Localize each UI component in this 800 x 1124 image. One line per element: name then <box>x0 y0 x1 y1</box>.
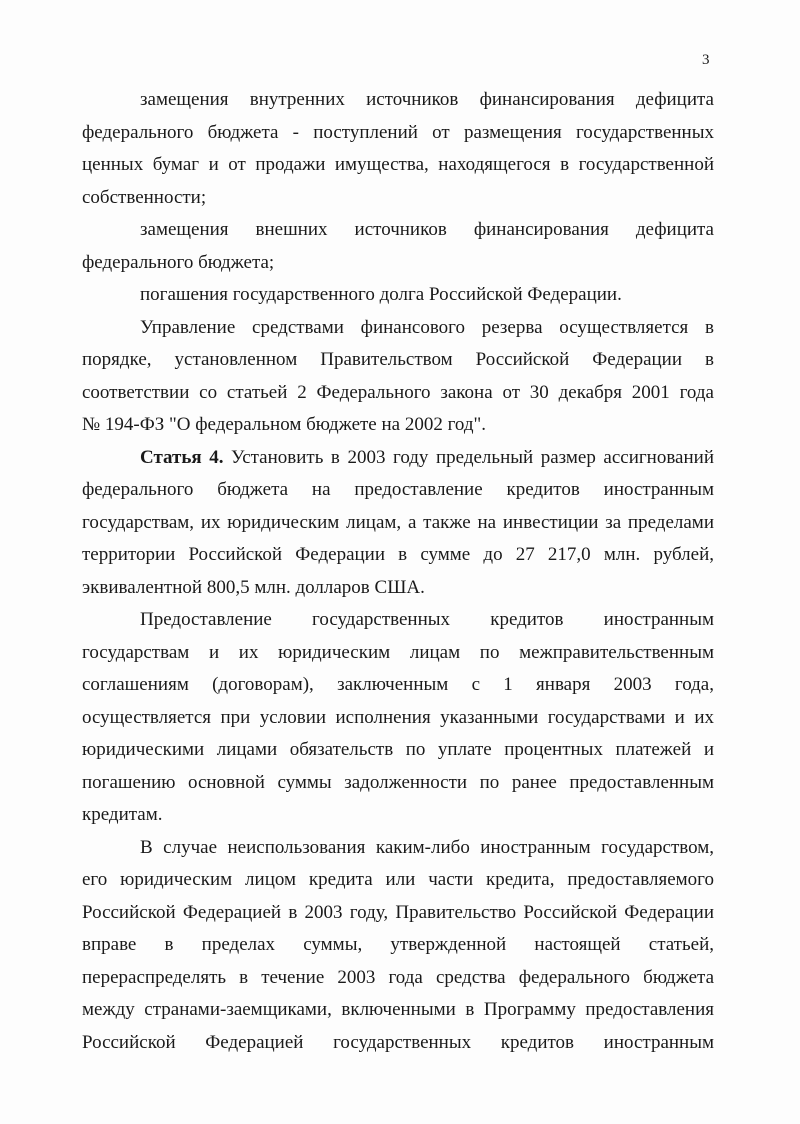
text-line <box>82 734 714 767</box>
text-line <box>82 409 714 442</box>
line-text: юридическими лицами обязательств по уплате процентных платежей и <box>82 739 714 760</box>
line-text: соглашениям (договорам), заключенным с 1 января 2003 года, <box>82 674 714 695</box>
text-line <box>82 669 714 702</box>
line-text: собственности; <box>82 186 207 208</box>
text-line <box>82 572 714 605</box>
text-line <box>82 279 714 312</box>
line-text: его юридическим лицом кредита или части кредита, предоставляемого <box>82 869 714 890</box>
line-text: Российской Федерацией в 2003 году, Правительство Российской Федерации <box>82 901 714 923</box>
line-text: В случае неиспользования каким-либо иностранным государством, <box>140 836 714 858</box>
line-text: погашения государственного долга Российской Федерации. <box>140 284 622 305</box>
text-line <box>82 1027 714 1060</box>
text-line <box>82 799 714 832</box>
text-line <box>82 442 714 475</box>
document-body <box>82 84 714 1059</box>
line-text: вправе в пределах суммы, утвержденной настоящей статьей, <box>82 934 714 955</box>
text-line <box>82 832 714 865</box>
line-text: государствам и их юридическим лицам по межправительственным <box>82 641 714 663</box>
line-text: Управление средствами финансового резерва осуществляется в <box>140 316 714 338</box>
line-text: Установить в 2003 году предельный размер ассигнований <box>223 446 714 468</box>
line-text: перераспределять в течение 2003 года средства федерального бюджета <box>82 966 714 988</box>
line-text: соответствии со статьей 2 Федерального закона от 30 декабря 2001 года <box>82 381 714 403</box>
line-text: замещения внешних источников финансирования дефицита <box>140 219 714 240</box>
line-text: погашению основной суммы задолженности по ранее предоставленным <box>82 771 714 793</box>
text-line <box>82 604 714 637</box>
line-text: территории Российской Федерации в сумме до 27 217,0 млн. рублей, <box>82 544 714 565</box>
text-line <box>82 344 714 377</box>
line-text: государствам, их юридическим лицам, а также на инвестиции за пределами <box>82 511 714 533</box>
text-line <box>82 962 714 995</box>
text-line <box>82 702 714 735</box>
line-text: осуществляется при условии исполнения указанными государствами и их <box>82 706 714 728</box>
text-line <box>82 539 714 572</box>
text-line <box>82 117 714 150</box>
text-line <box>82 864 714 897</box>
line-text: федерального бюджета; <box>82 251 275 273</box>
text-line <box>82 182 714 215</box>
line-text: ценных бумаг и от продажи имущества, находящегося в государственной <box>82 154 714 175</box>
text-line <box>82 897 714 930</box>
text-line <box>82 84 714 117</box>
text-line <box>82 637 714 670</box>
text-line <box>82 214 714 247</box>
line-text: между странами-заемщиками, включенными в Программу предоставления <box>82 999 714 1020</box>
text-line <box>82 767 714 800</box>
text-line <box>82 507 714 540</box>
page-number: 3 <box>702 52 710 68</box>
text-line <box>82 929 714 962</box>
article-heading: Статья 4. <box>140 446 224 468</box>
line-text: порядке, установленном Правительством Российской Федерации в <box>82 349 714 370</box>
line-text: федерального бюджета на предоставление кредитов иностранным <box>82 479 714 500</box>
line-text: кредитам. <box>82 804 163 825</box>
text-line <box>82 474 714 507</box>
text-line <box>82 377 714 410</box>
line-text: Предоставление государственных кредитов иностранным <box>140 609 714 630</box>
text-line <box>82 994 714 1027</box>
line-text: Российской Федерацией государственных кредитов иностранным <box>82 1031 714 1053</box>
line-text: эквивалентной 800,5 млн. долларов США. <box>82 576 425 598</box>
text-line <box>82 149 714 182</box>
text-line <box>82 247 714 280</box>
text-line <box>82 312 714 345</box>
line-text: № 194-ФЗ "О федеральном бюджете на 2002 год". <box>82 414 487 435</box>
line-text: замещения внутренних источников финансирования дефицита <box>140 89 714 110</box>
line-text: федерального бюджета - поступлений от размещения государственных <box>82 121 714 143</box>
